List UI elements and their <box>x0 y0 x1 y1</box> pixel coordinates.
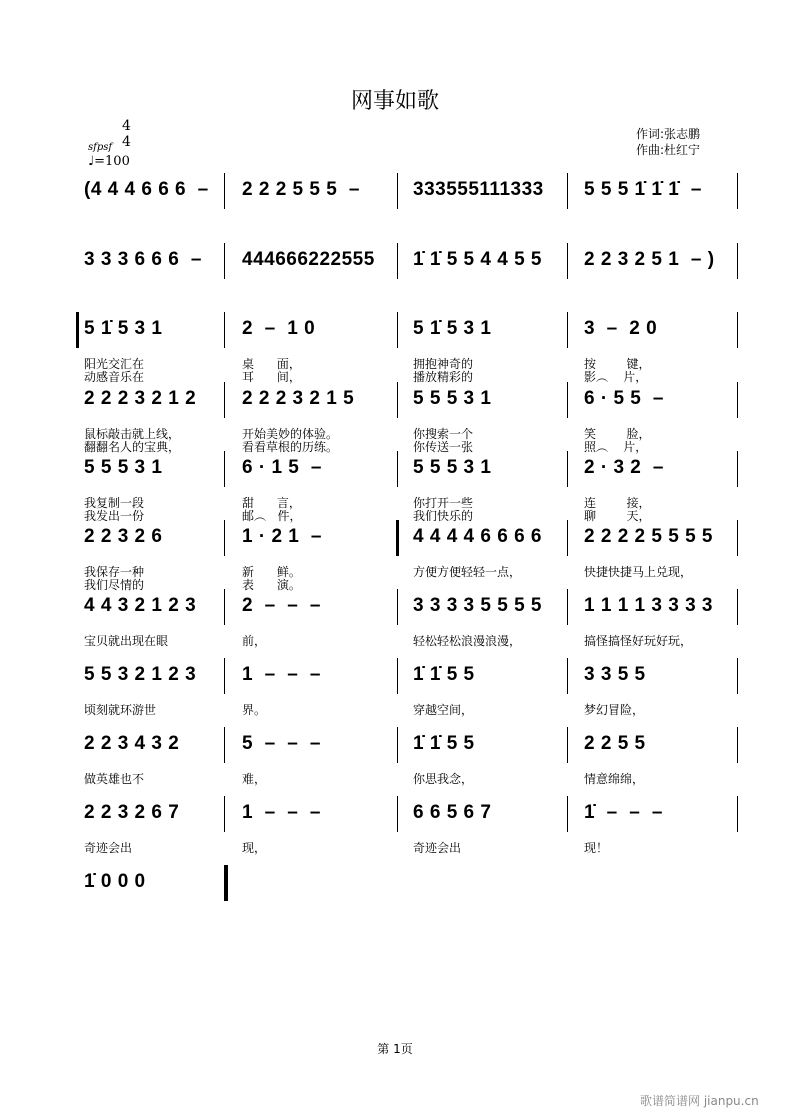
measure: 2 2 2 3 2 1 5 <box>242 388 355 409</box>
measure: 1̇ 0 0 0 <box>84 871 146 892</box>
measure: 2 2 3 2 5 1 – ) <box>584 249 715 270</box>
barline <box>567 658 568 694</box>
measure: 5 1̇ 5 3 1 <box>413 318 492 339</box>
lyric: 界。 <box>242 703 267 717</box>
measure: 3 3 3 6 6 6 – <box>84 249 202 270</box>
measure: 6 6 5 6 7 <box>413 802 492 823</box>
score-system <box>76 451 741 487</box>
lyric: 现， <box>242 841 267 855</box>
barline <box>567 243 568 279</box>
lyric: 顷刻就环游世 <box>84 703 157 717</box>
measure: 3 3 3 3 5 5 5 5 <box>413 595 542 616</box>
barline <box>224 658 225 694</box>
dynamics: sfpsf <box>88 142 113 153</box>
lyric: 情意绵绵， <box>584 772 645 786</box>
measure: 444666222555 <box>242 249 375 270</box>
barline <box>737 243 738 279</box>
barline <box>567 173 568 209</box>
lyric: 做英雄也不 <box>84 772 145 786</box>
measure: 5 5 5 3 1 <box>84 457 163 478</box>
lyric: 轻松轻松浪漫浪漫， <box>413 634 522 648</box>
measure: 1 – – – <box>242 802 321 823</box>
lyric: 宝贝就出现在眼 <box>84 634 169 648</box>
measure: (4 4 4 6 6 6 – <box>84 179 209 200</box>
measure: 2 2 2 3 2 1 2 <box>84 388 197 409</box>
measure: 6 · 1 5 – <box>242 457 322 478</box>
score-system <box>76 727 741 763</box>
barline <box>567 382 568 418</box>
score-system <box>76 243 741 279</box>
measure: 4 4 3 2 1 2 3 <box>84 595 197 616</box>
barline <box>737 173 738 209</box>
lyric: 难， <box>242 772 267 786</box>
score-system <box>76 589 741 625</box>
measure: 1̇ 1̇ 5 5 <box>413 664 475 685</box>
lyric: 鼠标敲击就上线， 翻翻名人的宝典， <box>84 427 181 454</box>
lyric: 笑 脸， 照︵ 片， <box>584 427 651 454</box>
lyric: 你打开一些 我们快乐的 <box>413 496 474 523</box>
barline <box>737 589 738 625</box>
lyricist: 作词:张志鹏 <box>636 127 701 141</box>
barline <box>224 243 225 279</box>
lyric: 甜 言， 邮︵ 件， <box>242 496 302 523</box>
barline <box>224 727 225 763</box>
lyric: 连 接， 聊 天， <box>584 496 651 523</box>
barline <box>397 658 398 694</box>
lyric: 奇迹会出 <box>413 841 462 855</box>
score-system <box>76 796 741 832</box>
watermark: 歌谱简谱网 jianpu.cn <box>640 1094 759 1108</box>
barline <box>397 451 398 487</box>
barline <box>397 243 398 279</box>
lyric: 穿越空间， <box>413 703 474 717</box>
tempo-mark: ♩=100 <box>88 154 130 169</box>
barline <box>224 796 225 832</box>
lyric: 桌 面， 耳 间， <box>242 357 301 384</box>
lyric: 你搜索一个 你传送一张 <box>413 427 474 454</box>
barline <box>567 796 568 832</box>
repeat-barline <box>396 520 399 556</box>
barline <box>224 312 225 348</box>
barline <box>737 520 738 556</box>
barline <box>737 727 738 763</box>
credits <box>636 126 700 158</box>
score-system <box>76 658 741 694</box>
measure: 1̇ – – – <box>584 802 663 823</box>
measure: 1 · 2 1 – <box>242 526 322 547</box>
measure: 1 1 1 1 3 3 3 3 <box>584 595 713 616</box>
score-system <box>76 312 741 348</box>
measure: 2 2 3 4 3 2 <box>84 733 180 754</box>
lyric: 按 键， 影︵ 片， <box>584 357 651 384</box>
barline <box>567 312 568 348</box>
barline <box>397 727 398 763</box>
measure: 5 5 3 2 1 2 3 <box>84 664 197 685</box>
measure: 2 2 2 2 5 5 5 5 <box>584 526 713 547</box>
lyric: 拥抱神奇的 播放精彩的 <box>413 357 474 384</box>
measure: 2 2 5 5 <box>584 733 646 754</box>
page-number: 第 1页 <box>377 1042 413 1056</box>
measure: 1̇ 1̇ 5 5 4 4 5 5 <box>413 249 542 270</box>
barline <box>397 589 398 625</box>
barline <box>567 727 568 763</box>
measure: 5 5 5 3 1 <box>413 457 492 478</box>
measure: 2 2 3 2 6 <box>84 526 163 547</box>
measure: 6 · 5 5 – <box>584 388 664 409</box>
time-sig-top: 4 <box>122 118 131 134</box>
measure: 2 – – – <box>242 595 321 616</box>
barline <box>224 865 228 901</box>
lyric: 快捷快捷马上兑现， <box>584 565 693 579</box>
measure: 3 3 5 5 <box>584 664 646 685</box>
lyric: 奇迹会出 <box>84 841 133 855</box>
lyric: 新 鲜。 表 演。 <box>242 565 301 592</box>
lyric: 阳光交汇在 动感音乐在 <box>84 357 145 384</box>
time-signature <box>122 118 131 150</box>
score-system <box>76 382 741 418</box>
measure: 5 5 5 3 1 <box>413 388 492 409</box>
barline <box>737 658 738 694</box>
lyric: 开始美妙的体验。 看看草根的历练。 <box>242 427 339 454</box>
song-title: 网事如歌 <box>350 89 439 114</box>
measure: 2 2 3 2 6 7 <box>84 802 180 823</box>
barline <box>224 173 225 209</box>
measure: 5 5 5 1̇ 1̇ 1̇ – <box>584 179 702 200</box>
barline <box>224 589 225 625</box>
repeat-barline <box>76 312 79 348</box>
score-system <box>76 520 741 556</box>
score-system <box>76 865 741 901</box>
barline <box>397 796 398 832</box>
barline <box>737 312 738 348</box>
lyric: 方便方便轻轻一点， <box>413 565 522 579</box>
lyric: 我复制一段 我发出一份 <box>84 496 145 523</box>
lyric: 你思我念， <box>413 772 474 786</box>
barline <box>397 312 398 348</box>
barline <box>224 451 225 487</box>
measure: 2 · 3 2 – <box>584 457 664 478</box>
barline <box>397 173 398 209</box>
measure: 1̇ 1̇ 5 5 <box>413 733 475 754</box>
barline <box>567 589 568 625</box>
barline <box>567 451 568 487</box>
composer: 作曲:杜红宁 <box>636 143 701 157</box>
measure: 4 4 4 4 6 6 6 6 <box>413 526 542 547</box>
measure: 2 – 1 0 <box>242 318 316 339</box>
measure: 333555111333 <box>413 179 544 200</box>
score-system <box>76 173 741 209</box>
barline <box>737 451 738 487</box>
barline <box>737 796 738 832</box>
lyric: 梦幻冒险， <box>584 703 645 717</box>
lyric: 搞怪搞怪好玩好玩， <box>584 634 693 648</box>
barline <box>224 520 225 556</box>
lyric: 前， <box>242 634 267 648</box>
measure: 3 – 2 0 <box>584 318 658 339</box>
measure: 1 – – – <box>242 664 321 685</box>
lyric: 我保存一种 我们尽情的 <box>84 565 145 592</box>
barline <box>737 382 738 418</box>
measure: 5 1̇ 5 3 1 <box>84 318 163 339</box>
measure: 2 2 2 5 5 5 – <box>242 179 360 200</box>
barline <box>567 520 568 556</box>
barline <box>224 382 225 418</box>
lyric: 现！ <box>584 841 609 855</box>
measure: 5 – – – <box>242 733 321 754</box>
barline <box>397 382 398 418</box>
time-sig-bottom: 4 <box>122 134 131 150</box>
